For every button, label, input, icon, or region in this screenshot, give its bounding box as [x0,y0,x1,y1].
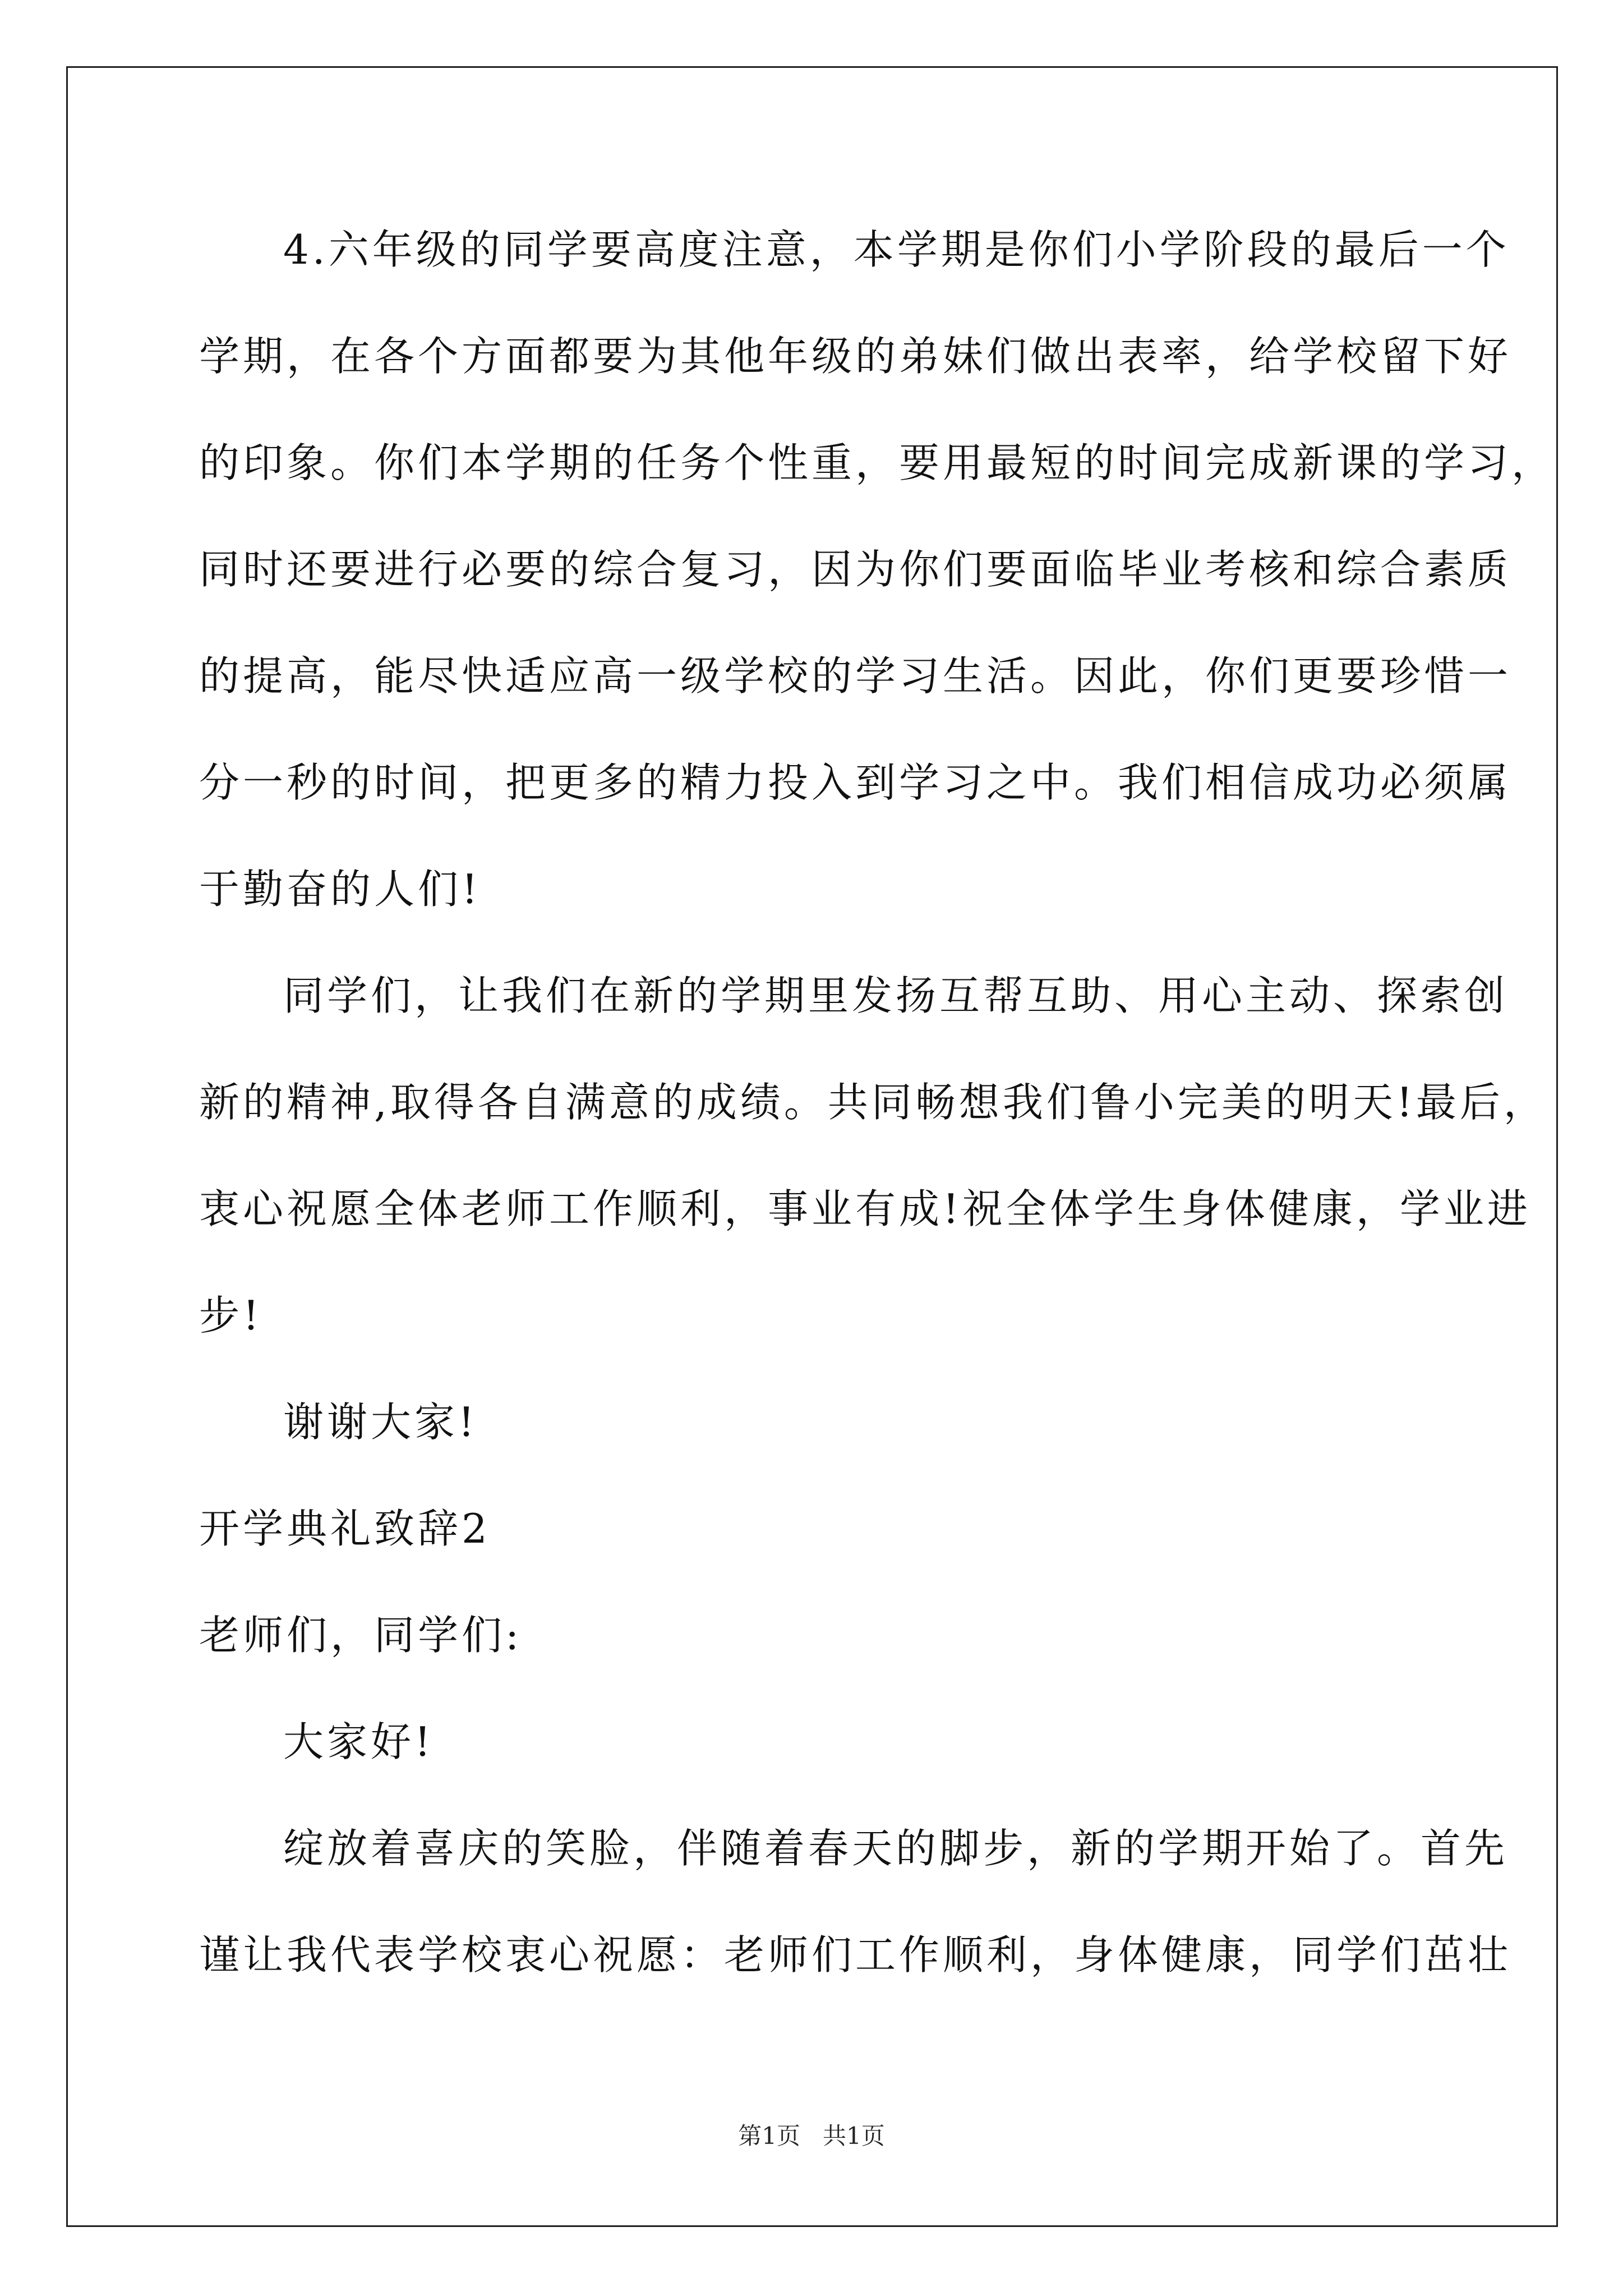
paragraph-line: 于勤奋的人们! [199,866,481,913]
paragraph-line: 的印象。你们本学期的任务个性重，要用最短的时间完成新课的学习， [199,439,1556,486]
document-body [199,216,1556,2028]
paragraph-line: 绽放着喜庆的笑脸，伴随着春天的脚步，新的学期开始了。首先 [283,1825,1509,1872]
paragraph-line: 的提高，能尽快适应高一级学校的学习生活。因此，你们更要珍惜一 [199,652,1512,700]
paragraph-line: 分一秒的时间，把更多的精力投入到学习之中。我们相信成功必须属 [199,759,1512,806]
paragraph-line: 新的精神,取得各自满意的成绩。共同畅想我们鲁小完美的明天!最后， [199,1079,1547,1126]
paragraph-line: 步! [199,1292,262,1339]
salutation: 老师们，同学们: [199,1612,523,1659]
greeting: 大家好! [283,1718,434,1765]
paragraph-line: 同时还要进行必要的综合复习，因为你们要面临毕业考核和综合素质 [199,546,1512,593]
paragraph-line: 学期，在各个方面都要为其他年级的弟妹们做出表率，给学校留下好 [199,333,1512,380]
closing-line: 谢谢大家! [283,1398,478,1446]
page-number-footer: 第1页 共1页 [738,2122,885,2150]
paragraph-line: 衷心祝愿全体老师工作顺利，事业有成!祝全体学生身体健康，学业进 [199,1185,1531,1232]
section-heading: 开学典礼致辞2 [199,1505,491,1552]
paragraph-line: 同学们，让我们在新的学期里发扬互帮互助、用心主动、探索创 [283,972,1509,1019]
paragraph-line: 4.六年级的同学要高度注意，本学期是你们小学阶段的最后一个 [283,226,1510,273]
paragraph-line: 谨让我代表学校衷心祝愿：老师们工作顺利，身体健康，同学们茁壮 [199,1931,1512,1978]
